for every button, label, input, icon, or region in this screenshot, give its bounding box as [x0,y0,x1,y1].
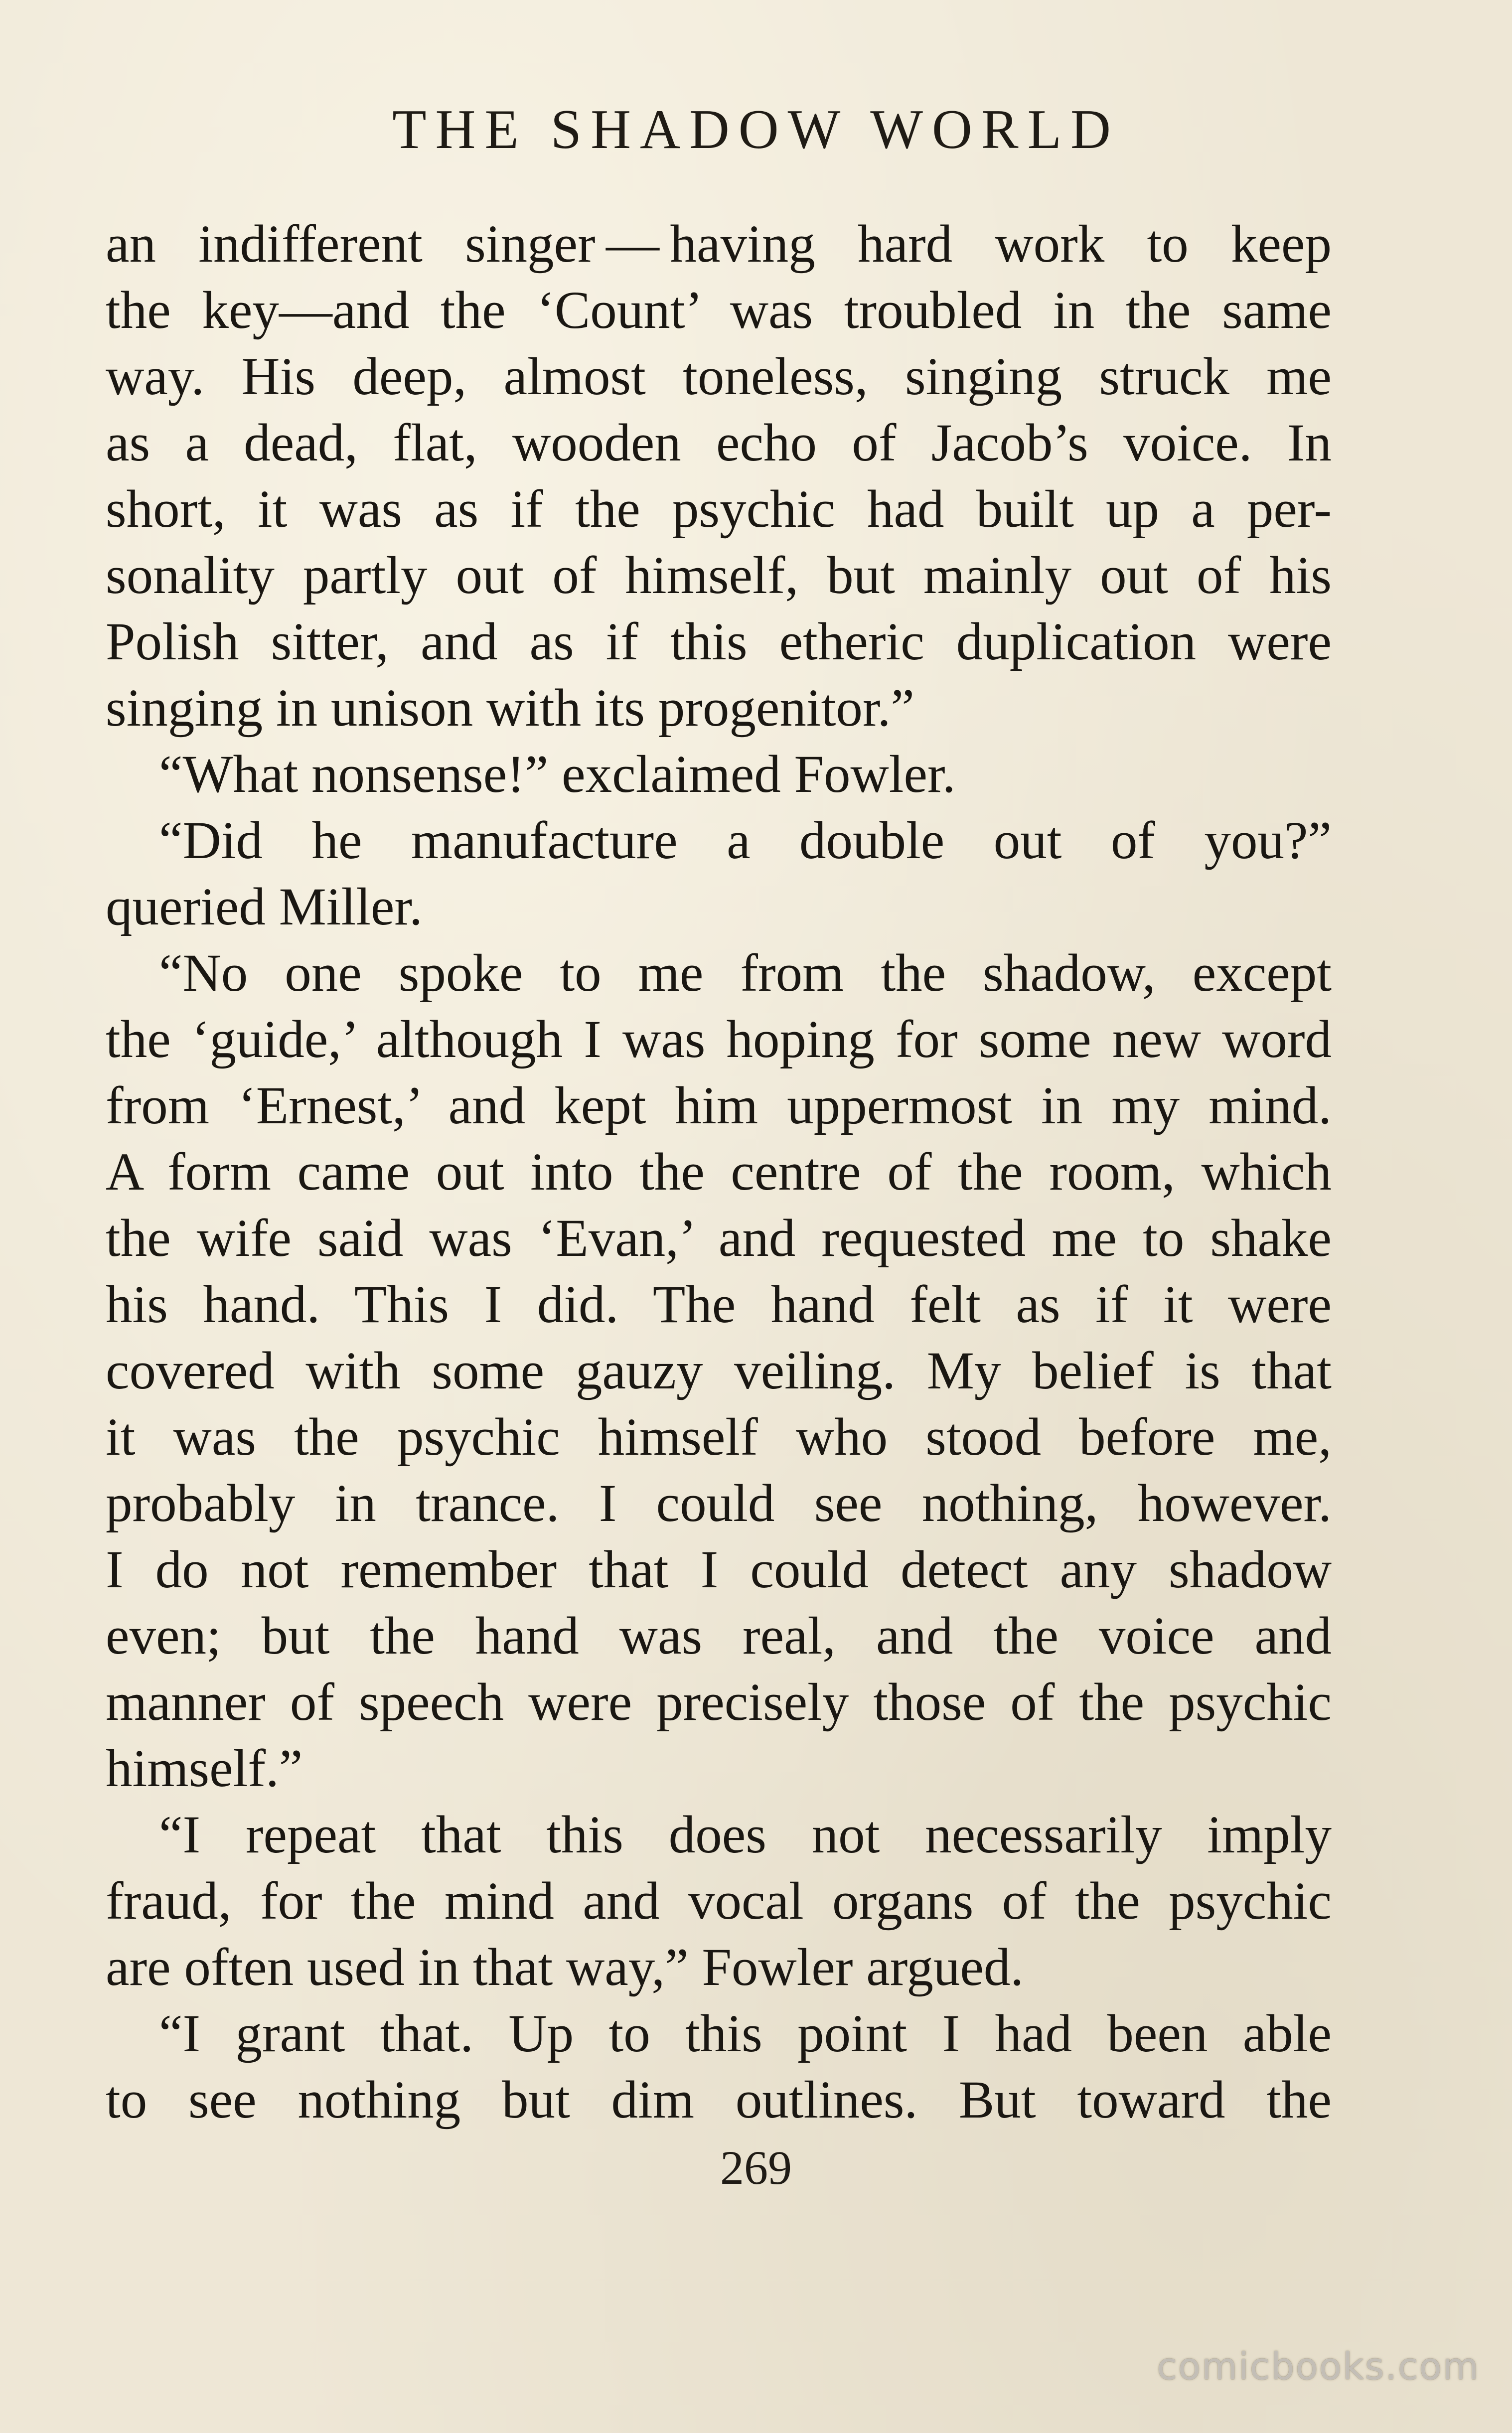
text-line: are often used in that way,” Fowler argued. [106,1938,1024,1997]
text-line: the wife said was ‘Evan,’ and requested me to shake [106,1209,1332,1268]
text-line: queried Miller. [106,878,423,936]
text-line: even; but the hand was real, and the voice and [106,1607,1332,1666]
text-line: Polish sitter, and as if this etheric duplication were [106,612,1332,671]
text-line: short, it was as if the psychic had built up a per- [106,480,1332,539]
text-line: the key—and the ‘Count’ was troubled in the same [106,281,1332,340]
text-line: covered with some gauzy veiling. My belief is that [106,1342,1332,1400]
text-line: sonality partly out of himself, but mainly out of his [106,546,1332,605]
text-line: I do not remember that I could detect any shadow [106,1540,1332,1599]
body-text [106,211,1332,2133]
text-line: A form came out into the centre of the room, which [106,1143,1332,1202]
text-line: to see nothing but dim outlines. But toward the [106,2071,1332,2129]
text-line: “I repeat that this does not necessarily imply [106,1806,1332,1864]
text-line: an indifferent singer — having hard work to keep [106,215,1332,274]
text-line: “Did he manufacture a double out of you?” [106,811,1332,870]
page-number: 269 [720,2141,792,2194]
text-line: as a dead, flat, wooden echo of Jacob’s voice. In [106,414,1332,472]
text-line: fraud, for the mind and vocal organs of the psychic [106,1872,1332,1931]
text-line: “No one spoke to me from the shadow, except [106,944,1332,1003]
watermark: comicbooks.com [1157,2345,1480,2388]
text-line: “What nonsense!” exclaimed Fowler. [106,745,956,804]
running-head: THE SHADOW WORLD [392,99,1120,160]
text-line: “I grant that. Up to this point I had been able [106,2004,1332,2063]
text-line: the ‘guide,’ although I was hoping for some new word [106,1010,1332,1069]
text-line: his hand. This I did. The hand felt as if it were [106,1275,1332,1334]
text-line: probably in trance. I could see nothing, however. [106,1474,1332,1533]
text-line: himself.” [106,1739,303,1798]
text-line: way. His deep, almost toneless, singing struck me [106,347,1332,406]
text-line: it was the psychic himself who stood before me, [106,1408,1332,1467]
text-line: manner of speech were precisely those of the psychic [106,1673,1332,1732]
text-line: singing in unison with its progenitor.” [106,679,914,738]
text-line: from ‘Ernest,’ and kept him uppermost in my mind. [106,1076,1332,1135]
